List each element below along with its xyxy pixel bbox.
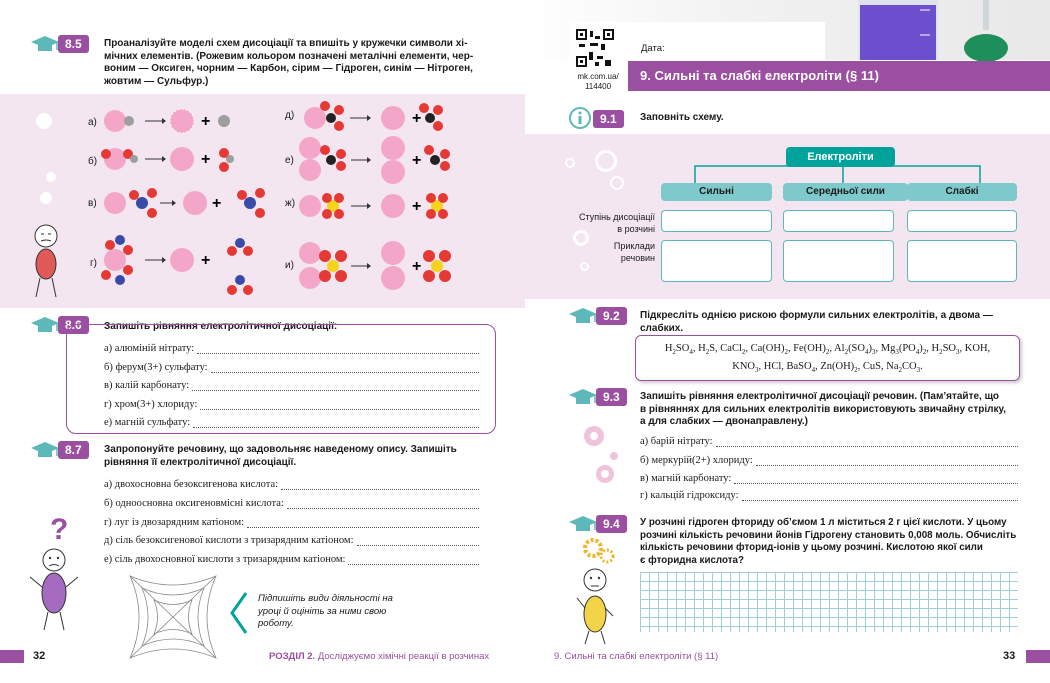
input-box-medium-examples[interactable] xyxy=(783,240,894,282)
dotted-line[interactable] xyxy=(742,492,1019,501)
input-box-weak-examples[interactable] xyxy=(907,240,1017,282)
text-line: воним — Оксиген, чорним — Карбон, сірим — Гідроген, синім — Нітроген, xyxy=(104,63,473,74)
chapter-title: 9. Сильні та слабкі електроліти (§ 11) xyxy=(628,61,1050,91)
formula-line-2[interactable] xyxy=(635,361,1020,374)
scheme-label: в) xyxy=(88,198,97,209)
scheme-head-weak: Слабкі xyxy=(907,183,1017,201)
chevron-left-icon xyxy=(228,591,250,635)
formula-subscript: 2 xyxy=(705,348,710,357)
formula-part: , Zn(OH) xyxy=(815,361,855,372)
calculation-grid[interactable] xyxy=(640,572,1018,632)
task-number: 9.1 xyxy=(593,110,624,128)
task-number: 8.6 xyxy=(58,316,89,334)
answer-line[interactable] xyxy=(104,554,479,565)
scheme-label: д) xyxy=(285,110,295,121)
svg-text:+: + xyxy=(412,152,422,169)
item-label: е) магній сульфату: xyxy=(104,417,191,428)
formula-part: ) xyxy=(919,343,923,354)
svg-text:+: + xyxy=(201,252,211,269)
item-label: б) меркурій(2+) хлориду: xyxy=(640,455,753,466)
scheme-diagram-right xyxy=(295,98,475,308)
answer-line[interactable] xyxy=(104,535,479,546)
scheme-root-electrolytes: Електроліти xyxy=(786,147,895,167)
answer-line[interactable] xyxy=(640,436,1018,447)
info-icon xyxy=(568,106,592,130)
task-badge-9-2 xyxy=(568,307,627,325)
qr-code-number: 114400 xyxy=(584,82,612,91)
formula-part: , CuS, Na xyxy=(857,361,899,372)
thinking-character-icon xyxy=(26,222,66,302)
dotted-line[interactable] xyxy=(287,500,479,509)
task-number: 8.7 xyxy=(58,441,89,459)
qr-code-icon[interactable] xyxy=(575,28,615,68)
scheme-label: ж) xyxy=(285,198,296,209)
scheme-g xyxy=(101,235,253,295)
row-label-dissociation xyxy=(555,211,655,235)
formula-part: (PO xyxy=(898,343,916,354)
item-label: а) алюміній нітрату: xyxy=(104,343,195,354)
text-line: У розчині гідроген фториду об’ємом 1 л міститься 2 г цієї кислоти. У цьому xyxy=(640,517,1007,528)
reflection-text xyxy=(258,593,393,631)
text-line: в рівняннях для сильних електролітів використовують звичайну стрілку, xyxy=(640,403,1007,415)
answer-line[interactable] xyxy=(104,399,479,410)
item-label: г) кальцій гідроксиду: xyxy=(640,490,739,501)
task-badge-8-5 xyxy=(30,35,89,53)
item-label: а) двохосновна безоксигенова кислота: xyxy=(104,479,279,490)
svg-text:?: ? xyxy=(50,515,69,546)
answer-line[interactable] xyxy=(104,343,479,354)
reflection-web-icon xyxy=(128,574,218,660)
scheme-label: е) xyxy=(285,155,294,166)
text-line: Підпишіть види діяльності на xyxy=(258,593,393,604)
text-line: кількість речовини фторид-іонів у цьому розчині. Кислотою якої сили xyxy=(640,542,983,553)
scheme-a xyxy=(104,109,230,133)
answer-line[interactable] xyxy=(640,490,1018,501)
formula-box xyxy=(635,335,1020,381)
formula-part: , H xyxy=(926,343,940,354)
section-text: Досліджуємо хімічні реакції в розчинах xyxy=(315,651,490,662)
task-8-5-text xyxy=(104,38,504,88)
formula-subscript: 3 xyxy=(916,366,921,375)
formula-subscript: 4 xyxy=(915,348,920,357)
bubble-decoration xyxy=(40,192,52,204)
formula-subscript: 2 xyxy=(939,348,943,357)
input-box-weak-degree[interactable] xyxy=(907,210,1017,232)
formula-part: , Fe(OH) xyxy=(787,343,826,354)
dotted-line[interactable] xyxy=(734,475,1018,484)
text-line: рівняння її електролітичної дисоціації. xyxy=(104,456,297,468)
formula-subscript: 3 xyxy=(755,366,759,375)
formula-part: , Ca(OH) xyxy=(745,343,785,354)
item-label: д) сіль безоксигенової кислоти з тризарядним катіоном: xyxy=(104,535,354,546)
formula-subscript: 3 xyxy=(871,348,876,357)
task-9-2-text xyxy=(640,310,1040,335)
answer-line[interactable] xyxy=(640,473,1018,484)
formula-part: KNO xyxy=(732,361,755,372)
text-line: уроці й оцініть за ними свою xyxy=(258,605,387,617)
dotted-line[interactable] xyxy=(756,457,1018,466)
item-label: г) луг із двозарядним катіоном: xyxy=(104,517,245,528)
bubble-decoration xyxy=(46,172,56,182)
text-line: Підкресліть однією рискою формули сильних електролітів, а двома — xyxy=(640,310,993,321)
text-line: а для слабких — двонаправлену.) xyxy=(640,416,808,427)
dotted-line[interactable] xyxy=(716,438,1018,447)
scheme-label: а) xyxy=(88,117,97,128)
text-line: Запропонуйте речовину, що задовольняє наведеному опису. Запишіть xyxy=(104,444,457,455)
page-number: 33 xyxy=(1003,650,1016,662)
scheme-e xyxy=(299,136,450,184)
scheme-head-strong: Сильні xyxy=(661,183,772,201)
scheme-label: б) xyxy=(88,156,98,167)
formula-part: SO xyxy=(942,343,957,354)
formula-subscript: 2 xyxy=(898,366,903,375)
item-label: в) калій карбонату: xyxy=(104,380,190,391)
formula-part: SO xyxy=(675,343,690,354)
formula-subscript: 4 xyxy=(811,366,816,375)
formula-part: , HCl, BaSO xyxy=(758,361,812,372)
task-badge-8-7 xyxy=(30,441,89,459)
item-label: б) ферум(3+) сульфату: xyxy=(104,362,208,373)
text-line: Проаналізуйте моделі схем дисоціації та впишіть у кружечки символи хі- xyxy=(104,38,468,49)
text-line: є фторидна кислота? xyxy=(640,554,744,566)
task-9-4-text xyxy=(640,517,1040,567)
text-line: слабких. xyxy=(640,322,684,334)
formula-subscript: 2 xyxy=(784,348,788,357)
formula-part: H xyxy=(664,343,673,354)
footer-accent-bar xyxy=(0,650,24,663)
input-box-strong-degree[interactable] xyxy=(661,210,772,232)
bubbles-decoration-icon xyxy=(580,420,620,490)
svg-text:+: + xyxy=(412,110,422,127)
svg-text:+: + xyxy=(212,195,222,212)
formula-subscript: 4 xyxy=(689,348,693,357)
task-8-6-text: Запишіть рівняння електролітичної дисоціації: xyxy=(104,321,338,332)
svg-text:+: + xyxy=(412,198,422,215)
dotted-line[interactable] xyxy=(200,401,479,410)
qr-caption xyxy=(573,72,623,92)
scheme-d xyxy=(304,101,443,131)
dotted-line[interactable] xyxy=(197,345,479,354)
formula-subscript: 3 xyxy=(895,348,899,357)
formula-subscript: 2 xyxy=(825,348,830,357)
scheme-label: и) xyxy=(285,260,294,271)
formula-subscript: 4 xyxy=(864,348,869,357)
dotted-line[interactable] xyxy=(211,364,479,373)
scheme-label: г) xyxy=(90,258,97,269)
item-label: е) сіль двохосновної кислоти з тризарядним катіоном: xyxy=(104,554,346,565)
dotted-line[interactable] xyxy=(357,537,480,546)
formula-part: , H xyxy=(692,343,706,354)
formula-subscript: 2 xyxy=(741,348,746,357)
row-label-examples xyxy=(555,240,655,264)
graduation-cap-icon xyxy=(568,307,598,325)
section-label: РОЗДІЛ 2. xyxy=(269,651,316,662)
footer-chapter-text: 9. Сильні та слабкі електроліти (§ 11) xyxy=(554,651,719,662)
graduation-cap-icon xyxy=(30,316,60,334)
answer-line[interactable] xyxy=(104,517,479,528)
item-label: г) хром(3+) хлориду: xyxy=(104,399,198,410)
qr-url: mk.com.ua/ xyxy=(577,72,619,81)
bubble-decoration xyxy=(595,150,617,172)
text-line: речовин xyxy=(620,253,655,263)
text-line: Ступінь дисоціації xyxy=(579,212,655,222)
text-line: в розчині xyxy=(617,224,655,234)
formula-subscript: 2 xyxy=(844,348,849,357)
answer-line[interactable] xyxy=(104,362,479,373)
dotted-line[interactable] xyxy=(193,419,479,428)
formula-part: ) xyxy=(868,343,872,354)
dotted-line[interactable] xyxy=(348,556,479,565)
formula-part: , Al xyxy=(829,343,845,354)
item-label: в) магній карбонату: xyxy=(640,473,732,484)
text-line: мічних елементів. (Рожевим кольором позначені металічні елементи, чер- xyxy=(104,50,474,62)
graduation-cap-icon xyxy=(568,515,598,533)
input-box-medium-degree[interactable] xyxy=(783,210,894,232)
text-line: розчині кількість речовини йонів Гідрогену становить 0,008 моль. Обчисліть xyxy=(640,529,1017,541)
formula-part: CO xyxy=(902,361,917,372)
scheme-head-medium: Середньої сили xyxy=(783,183,908,201)
scheme-b xyxy=(101,147,234,172)
answer-line[interactable] xyxy=(104,479,479,490)
task-number: 8.5 xyxy=(58,35,89,53)
bubble-decoration xyxy=(565,158,575,168)
item-label: б) одноосновна оксигеновмісні кислота: xyxy=(104,498,284,509)
question-character-icon xyxy=(26,515,86,635)
task-number: 9.4 xyxy=(596,515,627,533)
text-line: роботу. xyxy=(258,618,294,629)
formula-part: . xyxy=(920,361,923,372)
footer-section xyxy=(269,651,489,662)
formula-part: (SO xyxy=(848,343,865,354)
task-badge-9-3 xyxy=(568,388,627,406)
scheme-zh xyxy=(299,193,448,219)
graduation-cap-icon xyxy=(568,388,598,406)
input-box-strong-examples[interactable] xyxy=(661,240,772,282)
graduation-cap-icon xyxy=(30,441,60,459)
svg-text:+: + xyxy=(412,258,422,275)
svg-text:+: + xyxy=(201,113,211,130)
svg-text:+: + xyxy=(201,151,211,168)
dotted-line[interactable] xyxy=(192,382,479,391)
task-8-7-text xyxy=(104,444,504,469)
formula-subscript: 2 xyxy=(854,366,858,375)
answer-line[interactable] xyxy=(104,380,479,391)
bubble-decoration xyxy=(610,176,624,190)
answer-line[interactable] xyxy=(640,455,1018,466)
lab-glassware-photo-icon xyxy=(850,0,1050,62)
task-number: 9.3 xyxy=(596,388,627,406)
formula-part: , Mg xyxy=(875,343,896,354)
text-line: Приклади xyxy=(613,241,655,251)
date-label: Дата: xyxy=(641,43,665,54)
formula-subscript: 3 xyxy=(956,348,960,357)
scheme-diagram-left xyxy=(100,105,280,305)
footer-accent-bar xyxy=(1026,650,1050,663)
text-line: Запишіть рівняння електролітичної дисоціації речовин. (Пам’ятайте, що xyxy=(640,391,1000,402)
answer-line[interactable] xyxy=(104,417,479,428)
scheme-v xyxy=(104,188,265,218)
page-number: 32 xyxy=(33,650,46,662)
answer-line[interactable] xyxy=(104,498,479,509)
dotted-line[interactable] xyxy=(247,519,479,528)
text-line: жовтим — Сульфур.) xyxy=(104,75,209,87)
item-label: а) барій нітрату: xyxy=(640,436,713,447)
task-badge-9-4 xyxy=(568,515,627,533)
task-9-1-text: Заповніть схему. xyxy=(640,112,724,123)
formula-part: , KOH, xyxy=(959,343,991,354)
formula-part: S, CaCl xyxy=(709,343,742,354)
task-number: 9.2 xyxy=(596,307,627,325)
formula-subscript: 2 xyxy=(672,348,676,357)
graduation-cap-icon xyxy=(30,35,60,53)
gears-character-icon xyxy=(573,536,643,646)
formula-line-1[interactable] xyxy=(635,343,1020,356)
scheme-i xyxy=(299,241,451,290)
right-page xyxy=(525,0,1050,683)
dotted-line[interactable] xyxy=(281,481,479,490)
bubble-decoration xyxy=(36,113,52,129)
formula-subscript: 2 xyxy=(922,348,927,357)
task-9-3-text xyxy=(640,391,1040,429)
